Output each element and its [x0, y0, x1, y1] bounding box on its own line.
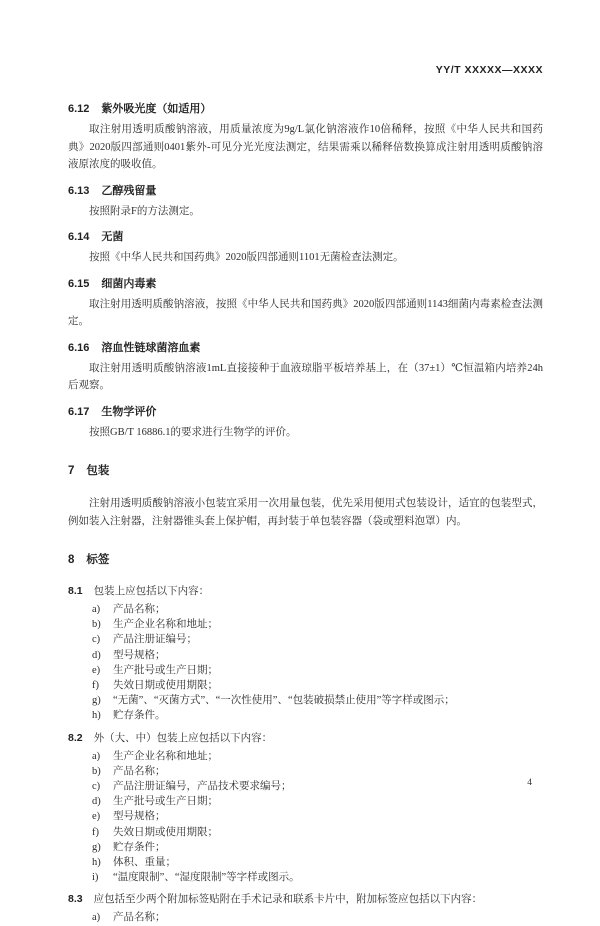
list-item-letter: g): [92, 695, 101, 707]
list-item: [92, 809, 543, 824]
list-item-letter: d): [92, 796, 101, 808]
list-item-text: 产品名称；: [113, 765, 166, 777]
list-item-letter: d): [92, 649, 101, 661]
clause-number: 8.2: [68, 731, 83, 744]
list-item-letter: e): [92, 811, 101, 823]
running-header: YY/T XXXXX—XXXX: [435, 64, 543, 76]
clause: [68, 584, 543, 599]
list-item-text: 贮存条件。: [113, 710, 166, 722]
list-item-letter: b): [92, 765, 101, 777]
clause-text: 外（大、中）包装上应包括以下内容：: [93, 732, 273, 744]
section-heading: [68, 184, 543, 199]
section-title: 标签: [86, 554, 110, 566]
list-item-text: 生产批号或生产日期；: [113, 664, 218, 676]
paragraph: 按照GB/T 16886.1的要求进行生物学的评价。: [89, 426, 297, 438]
list-item-letter: e): [92, 664, 101, 676]
section-title: 细菌内毒素: [101, 277, 157, 290]
list-item: [92, 825, 543, 840]
clause: [68, 731, 543, 746]
list-item: [92, 855, 543, 870]
list-item: [92, 693, 543, 708]
section-title: 紫外吸光度（如适用）: [101, 103, 212, 115]
list-item-text: 产品注册证编号；: [113, 634, 197, 646]
section-title: 生物学评价: [101, 405, 157, 418]
clause-text: 应包括至少两个附加标签贴附在手术记录和联系卡片中，附加标签应包括以下内容：: [93, 894, 483, 906]
section-title: 包装: [86, 465, 110, 477]
list-item: [92, 648, 543, 663]
section-title: 溶血性链球菌溶血素: [101, 341, 201, 354]
list-item-text: 失效日期或使用期限；: [113, 680, 218, 692]
clause-number: 8.1: [68, 585, 83, 597]
list-item-letter: a): [92, 604, 101, 615]
list-item: [92, 678, 543, 693]
list-item-text: 型号规格；: [113, 811, 166, 823]
list-item: [92, 870, 543, 885]
paragraph: 注射用透明质酸钠溶液小包装宜采用一次用量包装，优先采用便用式包装设计，适宜的包装型式，例如装入注射器，注射器锥头套上保护帽，再封装于单包装容器（袋或塑料泡罩）内。: [68, 498, 543, 527]
section-number: 7: [68, 465, 75, 477]
paragraph: 按照《中华人民共和国药典》2020版四部通则1101无菌检查法测定。: [89, 252, 404, 263]
section-heading: [68, 405, 543, 420]
section-number: 8: [68, 554, 75, 566]
list-item-letter: a): [92, 750, 101, 762]
paragraph: 取注射用透明质酸钠溶液，用质量浓度为9g/L氯化钠溶液作10倍稀释，按照《中华人民共和国药典》2020版四部通则0401紫外-可见分光光度法测定，结果需乘以稀释倍数换算成注射用透明质酸钠溶液原浓度的吸收值。: [68, 124, 543, 170]
document-body: [68, 92, 543, 926]
list-item-letter: h): [92, 857, 101, 869]
clause-number: 8.3: [68, 893, 83, 906]
section-heading: [68, 552, 543, 568]
list-item-text: 产品名称；: [113, 604, 166, 615]
list-item: [92, 663, 543, 678]
list-item-letter: f): [92, 680, 99, 692]
section-title: 无菌: [101, 231, 124, 243]
list-item: [92, 632, 543, 647]
list-item-text: 产品名称；: [113, 912, 166, 924]
list-item-letter: i): [92, 872, 99, 884]
section-number: 6.17: [68, 405, 90, 418]
list-item-text: 生产批号或生产日期；: [113, 796, 218, 808]
list-item-text: 贮存条件；: [113, 841, 166, 853]
list-item-letter: c): [92, 634, 101, 646]
section-number: 6.13: [68, 184, 90, 197]
list-item: [92, 708, 543, 723]
section-heading: [68, 341, 543, 356]
section-heading: [68, 230, 543, 245]
list-item: [92, 779, 543, 794]
section-heading: [68, 277, 543, 292]
clause-text: 包装上应包括以下内容：: [93, 586, 210, 597]
list-item-text: 生产企业名称和地址；: [113, 750, 218, 762]
list-item-letter: h): [92, 710, 101, 722]
list-item-letter: f): [92, 826, 99, 838]
list-item-text: “无菌”、“灭菌方式”、“一次性使用”、“包装破损禁止使用”等字样或图示；: [113, 695, 455, 707]
list-item: [92, 840, 543, 855]
section-number: 6.12: [68, 103, 90, 115]
list-item-text: 型号规格；: [113, 649, 166, 661]
section-heading: [68, 102, 543, 117]
list-item: [92, 910, 543, 925]
list-item: [92, 749, 543, 764]
list-item: [92, 764, 543, 779]
list-item-text: 失效日期或使用期限；: [113, 826, 218, 838]
list-item-text: “温度限制”、“湿度限制”等字样或图示。: [113, 872, 300, 884]
clause: [68, 892, 543, 907]
page-number: 4: [527, 778, 532, 788]
list-item-text: 生产企业名称和地址；: [113, 619, 218, 631]
section-number: 6.14: [68, 231, 90, 243]
paragraph: 按照附录F的方法测定。: [89, 205, 200, 217]
list-item-text: 产品注册证编号，产品技术要求编号；: [113, 781, 292, 793]
list-item-letter: c): [92, 781, 101, 793]
section-number: 6.15: [68, 277, 90, 290]
section-title: 乙醇残留量: [101, 184, 157, 197]
paragraph: 取注射用透明质酸钠溶液1mL直接接种于血液琼脂平板培养基上，在（37±1）℃恒温箱内培养24h后观察。: [68, 362, 543, 391]
section-heading: [68, 463, 543, 479]
list-item: [92, 794, 543, 809]
paragraph: 取注射用透明质酸钠溶液，按照《中华人民共和国药典》2020版四部通则1143细菌内毒素检查法测定。: [68, 298, 543, 327]
list-item-text: 体积、重量；: [113, 857, 176, 869]
list-item-letter: a): [92, 912, 101, 924]
list-item-letter: g): [92, 841, 101, 853]
list-item: [92, 617, 543, 632]
list-item-letter: b): [92, 619, 101, 631]
list-item: [92, 602, 543, 617]
section-number: 6.16: [68, 341, 90, 354]
